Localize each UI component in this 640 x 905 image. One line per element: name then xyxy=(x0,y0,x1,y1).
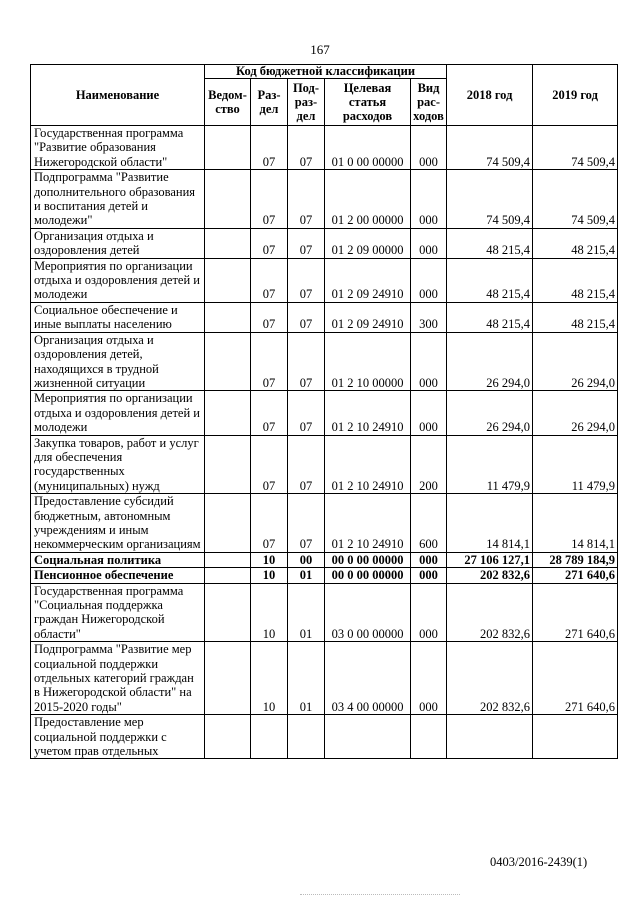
row-podrazdel: 07 xyxy=(288,228,325,258)
header-razdel: Раз-дел xyxy=(251,79,288,126)
row-podrazdel: 01 xyxy=(288,568,325,583)
table-row xyxy=(31,715,618,759)
row-2018: 26 294,0 xyxy=(447,332,533,391)
row-name: Организация отдыха и оздоровления детей xyxy=(31,228,205,258)
header-celevaya: Целевая статья расходов xyxy=(325,79,411,126)
table-row xyxy=(31,391,618,435)
row-vedomstvo xyxy=(205,332,251,391)
table-row xyxy=(31,228,618,258)
row-2018: 11 479,9 xyxy=(447,435,533,494)
row-razdel: 10 xyxy=(251,552,288,567)
row-2019: 271 640,6 xyxy=(533,583,618,642)
row-celevaya: 01 2 00 00000 xyxy=(325,170,411,229)
row-podrazdel: 07 xyxy=(288,302,325,332)
row-celevaya: 01 2 10 24910 xyxy=(325,435,411,494)
row-vid: 000 xyxy=(411,391,447,435)
row-podrazdel xyxy=(288,715,325,759)
table-row xyxy=(31,552,618,567)
row-name: Предоставление субсидий бюджетным, автономным учреждениям и иным некоммерческим организациям xyxy=(31,494,205,553)
row-podrazdel: 07 xyxy=(288,258,325,302)
row-2019: 14 814,1 xyxy=(533,494,618,553)
table-row xyxy=(31,332,618,391)
row-name: Организация отдыха и оздоровления детей, находящихся в трудной жизненной ситуации xyxy=(31,332,205,391)
row-vedomstvo xyxy=(205,715,251,759)
row-vid: 000 xyxy=(411,126,447,170)
row-2018: 48 215,4 xyxy=(447,302,533,332)
row-vedomstvo xyxy=(205,126,251,170)
row-podrazdel: 07 xyxy=(288,435,325,494)
row-vedomstvo xyxy=(205,391,251,435)
table-row xyxy=(31,302,618,332)
header-podrazdel: Под-раз-дел xyxy=(288,79,325,126)
row-2018: 27 106 127,1 xyxy=(447,552,533,567)
row-razdel: 07 xyxy=(251,391,288,435)
row-celevaya: 01 2 10 24910 xyxy=(325,391,411,435)
row-vedomstvo xyxy=(205,228,251,258)
row-podrazdel: 01 xyxy=(288,642,325,715)
header-name: Наименование xyxy=(31,65,205,126)
row-podrazdel: 07 xyxy=(288,170,325,229)
row-vedomstvo xyxy=(205,302,251,332)
row-vid: 000 xyxy=(411,552,447,567)
row-name: Мероприятия по организации отдыха и оздоровления детей и молодежи xyxy=(31,391,205,435)
row-razdel: 10 xyxy=(251,568,288,583)
row-vid: 200 xyxy=(411,435,447,494)
row-razdel xyxy=(251,715,288,759)
row-2019: 26 294,0 xyxy=(533,391,618,435)
row-2019: 11 479,9 xyxy=(533,435,618,494)
row-razdel: 07 xyxy=(251,302,288,332)
row-2019: 48 215,4 xyxy=(533,302,618,332)
row-2018: 74 509,4 xyxy=(447,170,533,229)
row-razdel: 07 xyxy=(251,170,288,229)
row-2019: 26 294,0 xyxy=(533,332,618,391)
row-podrazdel: 07 xyxy=(288,494,325,553)
row-2018: 48 215,4 xyxy=(447,258,533,302)
row-2018: 14 814,1 xyxy=(447,494,533,553)
header-vedomstvo: Ведом-ство xyxy=(205,79,251,126)
row-celevaya: 01 2 09 24910 xyxy=(325,302,411,332)
row-name: Социальная политика xyxy=(31,552,205,567)
row-2019: 271 640,6 xyxy=(533,642,618,715)
row-name: Подпрограмма "Развитие дополнительного образования и воспитания детей и молодежи" xyxy=(31,170,205,229)
page-number: 167 xyxy=(310,42,330,57)
row-2019 xyxy=(533,715,618,759)
row-razdel: 07 xyxy=(251,228,288,258)
table-body xyxy=(31,126,618,759)
row-podrazdel: 07 xyxy=(288,391,325,435)
row-razdel: 10 xyxy=(251,642,288,715)
row-2019: 74 509,4 xyxy=(533,126,618,170)
row-razdel: 10 xyxy=(251,583,288,642)
row-vid: 300 xyxy=(411,302,447,332)
row-razdel: 07 xyxy=(251,332,288,391)
row-razdel: 07 xyxy=(251,494,288,553)
row-vid: 000 xyxy=(411,642,447,715)
row-2018: 202 832,6 xyxy=(447,568,533,583)
row-celevaya: 01 2 09 00000 xyxy=(325,228,411,258)
row-2018: 202 832,6 xyxy=(447,583,533,642)
row-celevaya: 00 0 00 00000 xyxy=(325,552,411,567)
budget-table xyxy=(30,64,618,759)
row-vedomstvo xyxy=(205,258,251,302)
row-2019: 48 215,4 xyxy=(533,258,618,302)
row-name: Подпрограмма "Развитие мер социальной поддержки отдельных категорий граждан в Нижегородской области" на 2015-2020 годы" xyxy=(31,642,205,715)
row-celevaya: 01 2 10 24910 xyxy=(325,494,411,553)
document-code: 0403/2016-2439(1) xyxy=(490,855,588,869)
row-podrazdel: 07 xyxy=(288,126,325,170)
header-2018: 2018 год xyxy=(447,65,533,126)
row-name: Социальное обеспечение и иные выплаты населению xyxy=(31,302,205,332)
table-row xyxy=(31,126,618,170)
scan-artifact xyxy=(300,894,460,899)
header-2019: 2019 год xyxy=(533,65,618,126)
row-celevaya: 03 4 00 00000 xyxy=(325,642,411,715)
row-celevaya: 01 0 00 00000 xyxy=(325,126,411,170)
table-row xyxy=(31,642,618,715)
row-2018: 202 832,6 xyxy=(447,642,533,715)
row-razdel: 07 xyxy=(251,126,288,170)
row-2018 xyxy=(447,715,533,759)
row-celevaya: 00 0 00 00000 xyxy=(325,568,411,583)
table-row xyxy=(31,435,618,494)
row-vid: 000 xyxy=(411,228,447,258)
row-razdel: 07 xyxy=(251,435,288,494)
table-row xyxy=(31,494,618,553)
row-celevaya: 01 2 10 00000 xyxy=(325,332,411,391)
row-vid: 000 xyxy=(411,583,447,642)
row-celevaya: 01 2 09 24910 xyxy=(325,258,411,302)
table-row xyxy=(31,170,618,229)
row-vid: 000 xyxy=(411,332,447,391)
row-2019: 74 509,4 xyxy=(533,170,618,229)
row-name: Закупка товаров, работ и услуг для обеспечения государственных (муниципальных) нужд xyxy=(31,435,205,494)
table-row xyxy=(31,568,618,583)
row-vid xyxy=(411,715,447,759)
row-2018: 26 294,0 xyxy=(447,391,533,435)
row-2018: 48 215,4 xyxy=(447,228,533,258)
row-name: Государственная программа "Развитие образования Нижегородской области" xyxy=(31,126,205,170)
row-2019: 271 640,6 xyxy=(533,568,618,583)
row-razdel: 07 xyxy=(251,258,288,302)
row-podrazdel: 00 xyxy=(288,552,325,567)
header-budget-classification: Код бюджетной классификации xyxy=(205,65,447,79)
row-vid: 000 xyxy=(411,170,447,229)
row-vedomstvo xyxy=(205,552,251,567)
row-podrazdel: 07 xyxy=(288,332,325,391)
row-vedomstvo xyxy=(205,170,251,229)
row-podrazdel: 01 xyxy=(288,583,325,642)
row-vedomstvo xyxy=(205,494,251,553)
row-name: Предоставление мер социальной поддержки с учетом прав отдельных xyxy=(31,715,205,759)
table-row xyxy=(31,583,618,642)
row-vedomstvo xyxy=(205,568,251,583)
row-celevaya: 03 0 00 00000 xyxy=(325,583,411,642)
row-name: Пенсионное обеспечение xyxy=(31,568,205,583)
row-name: Мероприятия по организации отдыха и оздоровления детей и молодежи xyxy=(31,258,205,302)
row-2019: 28 789 184,9 xyxy=(533,552,618,567)
row-vedomstvo xyxy=(205,583,251,642)
row-2019: 48 215,4 xyxy=(533,228,618,258)
row-name: Государственная программа "Социальная поддержка граждан Нижегородской области" xyxy=(31,583,205,642)
row-celevaya xyxy=(325,715,411,759)
row-vid: 000 xyxy=(411,568,447,583)
row-vedomstvo xyxy=(205,435,251,494)
row-2018: 74 509,4 xyxy=(447,126,533,170)
row-vid: 000 xyxy=(411,258,447,302)
row-vedomstvo xyxy=(205,642,251,715)
row-vid: 600 xyxy=(411,494,447,553)
table-row xyxy=(31,258,618,302)
header-vid: Вид рас-ходов xyxy=(411,79,447,126)
